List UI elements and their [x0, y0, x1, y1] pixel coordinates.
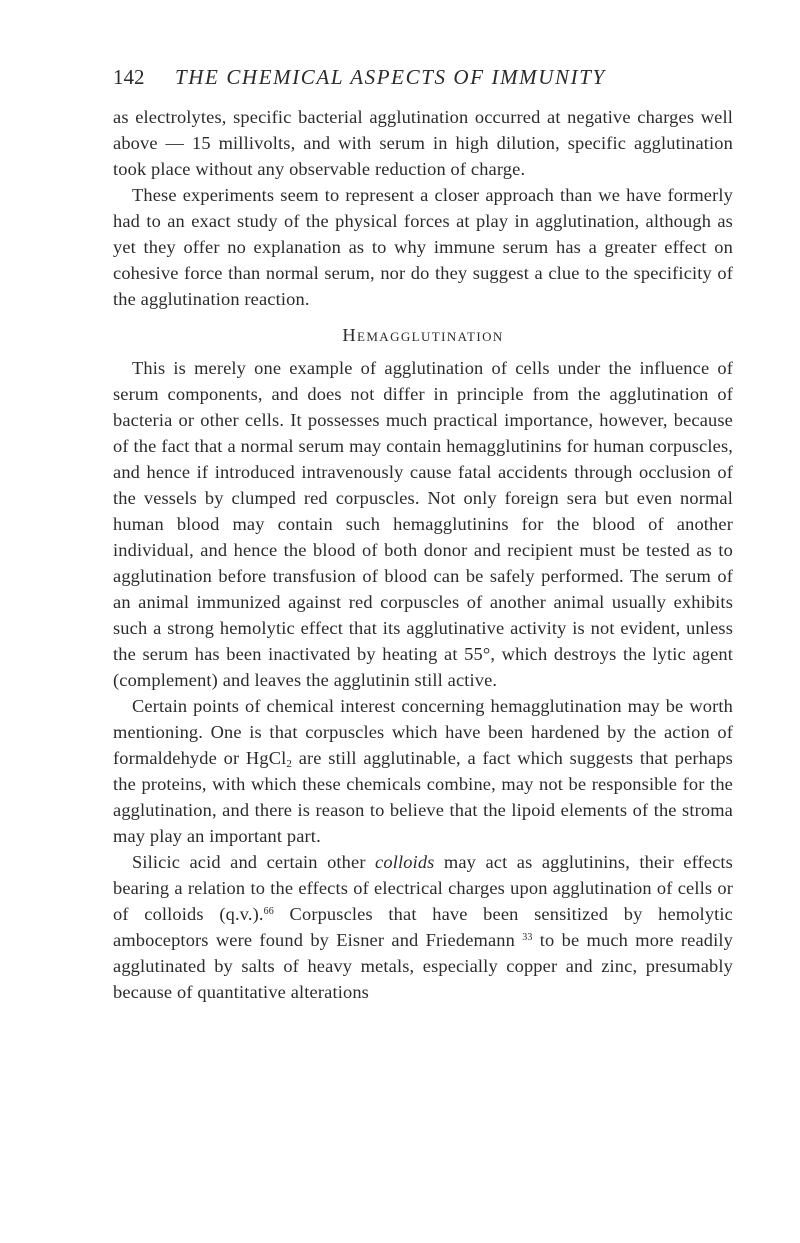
body-text	[113, 104, 733, 1005]
text-run: may act as agglutinins, their effects bearing a relation to the effects of electrical charges upon agglutination of cells or of colloids (q.v.).	[113, 852, 733, 924]
text-run: are still agglutinable, a fact which suggests that perhaps the proteins, with which these chemicals combine, may not be responsible for the agglutination, and there is reason to believe that the lipoid elements of the stroma may play an important part.	[113, 748, 733, 846]
text-run: Corpuscles that have been sensitized by hemolytic amboceptors were found by Eisner and Friedemann	[113, 904, 733, 950]
paragraph	[113, 849, 733, 1005]
reference-marker: 66	[263, 906, 274, 917]
text-run: Silicic acid and certain other	[132, 852, 376, 872]
paragraph: These experiments seem to represent a closer approach than we have formerly had to an exact study of the physical forces at play in agglutination, although as yet they offer no explanation as to why immune serum has a greater effect on cohesive force than normal serum, nor do they suggest a clue to the specificity of the agglutination reaction.	[113, 185, 733, 309]
text-run: Certain points of chemical interest concerning hemagglutination may be worth mentioning. One is that corpuscles which have been hardened by the action of formaldehyde or HgCl	[113, 696, 733, 768]
reference-marker: 33	[522, 932, 533, 943]
paragraph-continued: as electrolytes, specific bacterial agglutination occurred at negative charges well above — 15 millivolts, and with serum in high dilution, specific agglutination took place without any observable reduction of charge.	[113, 107, 733, 179]
running-head: THE CHEMICAL ASPECTS OF IMMUNITY	[175, 65, 606, 89]
page-number: 142	[113, 65, 145, 89]
paragraph: This is merely one example of agglutination of cells under the influence of serum components, and does not differ in principle from the agglutination of bacteria or other cells. It possesses much practical importance, however, because of the fact that a normal serum may contain hemagglutinins for human corpuscles, and hence if introduced intravenously cause fatal accidents through occlusion of the vessels by clumped red corpuscles. Not only foreign sera but even normal human blood may contain such hemagglutinins for the blood of another individual, and hence the blood of both donor and recipient must be tested as to agglutination before transfusion of blood can be safely performed. The serum of an animal immunized against red corpuscles of another animal usually exhibits such a strong hemolytic effect that its agglutinative activity is not evident, unless the serum has been inactivated by heating at 55°, which destroys the lytic agent (complement) and leaves the agglutinin still active.	[113, 358, 733, 690]
page-header	[113, 62, 733, 92]
italic-term: colloids	[375, 852, 435, 872]
section-heading: Hemagglutination	[342, 325, 504, 345]
subscript: 2	[286, 758, 293, 770]
paragraph	[113, 693, 733, 849]
text-run: to be much more readily agglutinated by salts of heavy metals, especially copper and zinc, presumably because of quantitative alterations	[113, 930, 733, 1002]
